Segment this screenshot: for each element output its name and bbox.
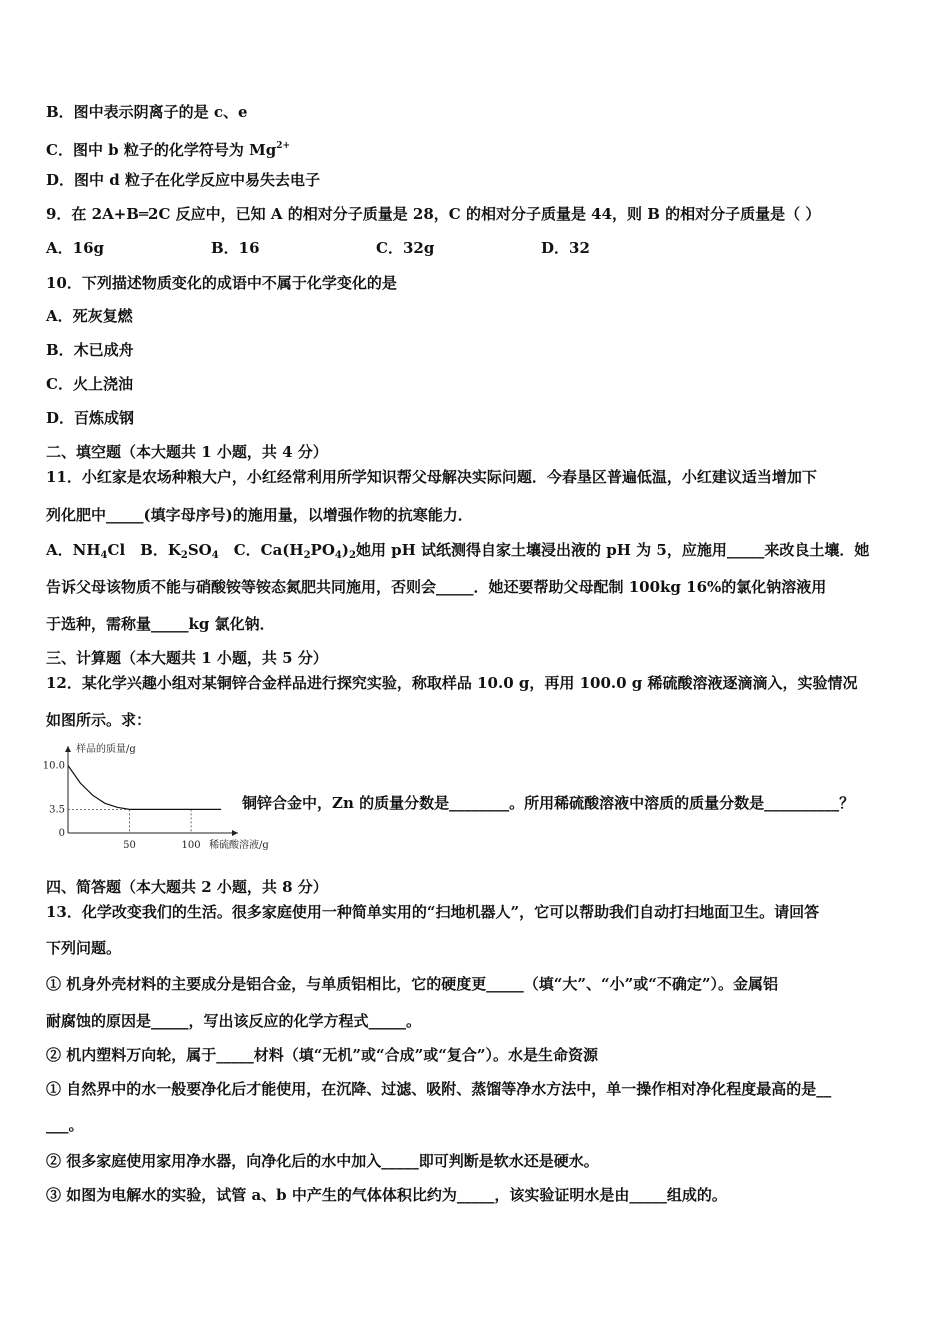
q12-question: 铜锌合金中，Zn 的质量分数是________。所用稀硫酸溶液中溶质的质量分数是__________？	[242, 794, 855, 812]
q10-stem: 10．下列描述物质变化的成语中不属于化学变化的是	[46, 274, 397, 292]
q11-l3-f: )	[341, 541, 349, 559]
q13-line-6: ① 自然界中的水一般要净化后才能使用，在沉降、过滤、吸附、蒸馏等净水方法中，单一操作相对净化程度最高的是__	[46, 1080, 832, 1098]
q10-option-a: A．死灰复燃	[46, 307, 133, 325]
q12-line-2: 如图所示。求：	[46, 711, 152, 729]
q11-l3-d-sub: 2	[303, 550, 311, 561]
x-tick-label-0: 50	[123, 840, 136, 851]
q9-option-c: C．32g	[376, 239, 435, 257]
q11-l3-c: SO	[187, 541, 212, 559]
q13-line-7: ___。	[46, 1116, 84, 1134]
q11-l3-e-sub: 4	[334, 550, 342, 561]
q13-line-9: ③ 如图为电解水的实验，试管 a、b 中产生的气体体积比约为_____，该实验证明水是由_____组成的。	[46, 1186, 727, 1204]
q10-option-d: D．百炼成钢	[46, 409, 135, 427]
section-3-heading: 三、计算题（本大题共 1 小题，共 5 分）	[46, 649, 328, 667]
q8-option-c	[46, 136, 290, 160]
q11-line-4: 告诉父母该物质不能与硝酸铵等铵态氮肥共同施用，否则会_____．她还要帮助父母配制 100kg 16%的氯化钠溶液用	[46, 578, 827, 596]
y-tick-label-1: 3.5	[49, 804, 65, 816]
q11-line-3	[46, 540, 869, 566]
y-tick-label-2: 0	[58, 828, 65, 839]
q13-line-4: 耐腐蚀的原因是_____，写出该反应的化学方程式_____。	[46, 1012, 422, 1030]
q10-option-c: C．火上浇油	[46, 375, 133, 393]
q11-l3-a-sub: 4	[100, 550, 108, 561]
q13-line-3: ① 机身外壳材料的主要成分是铝合金，与单质铝相比，它的硬度更_____（填“大”、“小”或“不确定”）。金属铝	[46, 975, 778, 993]
q8-option-c-text: C．图中 b 粒子的化学符号为 Mg	[46, 141, 277, 159]
x-tick-label-1: 100	[181, 840, 201, 851]
x-axis-label: 稀硫酸溶液/g	[209, 840, 269, 851]
x-axis-arrow	[232, 830, 238, 836]
mass-curve	[68, 766, 221, 810]
q13-line-8: ② 很多家庭使用家用净水器，向净化后的水中加入_____即可判断是软水还是硬水。	[46, 1152, 599, 1170]
q9-option-d: D．32	[541, 239, 590, 257]
q13-line-5: ② 机内塑料万向轮，属于_____材料（填“无机”或“合成”或“复合”）。水是生命资源	[46, 1046, 598, 1064]
q11-line-1: 11．小红家是农场种粮大户，小红经常利用所学知识帮父母解决实际问题．今春垦区普遍低温，小红建议适当增加下	[46, 468, 817, 486]
q13-line-2: 下列问题。	[46, 939, 122, 957]
q13-line-1: 13．化学改变我们的生活。很多家庭使用一种简单实用的“扫地机器人”，它可以帮助我们自动打扫地面卫生。请回答	[46, 903, 820, 921]
q9-option-a: A．16g	[46, 239, 105, 257]
mass-vs-acid-chart	[40, 738, 269, 856]
section-4-heading: 四、简答题（本大题共 2 小题，共 8 分）	[46, 878, 328, 896]
q11-l3-g: 她用 pH 试纸测得自家土壤浸出液的 pH 为 5，应施用_____来改良土壤．她	[355, 541, 870, 559]
q12-line-1: 12．某化学兴趣小组对某铜锌合金样品进行探究实验，称取样品 10.0 g，再用 100.0 g 稀硫酸溶液逐滴滴入，实验情况	[46, 674, 858, 692]
q8-option-d: D．图中 d 粒子在化学反应中易失去电子	[46, 171, 320, 189]
q9-option-b: B．16	[211, 239, 260, 257]
y-axis-label: 样品的质量/g	[76, 744, 136, 755]
q11-l3-b: Cl B．K	[107, 541, 181, 559]
q9-stem: 9．在 2A+B═2C 反应中，已知 A 的相对分子质量是 28，C 的相对分子质量是 44，则 B 的相对分子质量是（ ）	[46, 205, 821, 223]
q11-line-5: 于选种，需称量_____kg 氯化钠．	[46, 615, 275, 633]
y-tick-label-0: 10.0	[42, 760, 65, 772]
section-2-heading: 二、填空题（本大题共 1 小题，共 4 分）	[46, 443, 328, 461]
q11-l3-f-sub: 2	[348, 550, 356, 561]
q10-option-b: B．木已成舟	[46, 341, 134, 359]
q11-l3-d: C．Ca(H	[218, 541, 304, 559]
q11-l3-b-sub: 2	[180, 550, 188, 561]
q11-line-2: 列化肥中_____(填字母序号)的施用量，以增强作物的抗寒能力．	[46, 506, 473, 524]
q11-l3-c-sub: 4	[211, 550, 219, 561]
q8-option-b: B．图中表示阴离子的是 c、e	[46, 103, 248, 121]
q11-l3-e: PO	[310, 541, 335, 559]
y-axis-arrow	[65, 746, 71, 752]
q11-l3-a: A．NH	[46, 541, 101, 559]
q8-option-c-charge: 2+	[276, 141, 290, 151]
